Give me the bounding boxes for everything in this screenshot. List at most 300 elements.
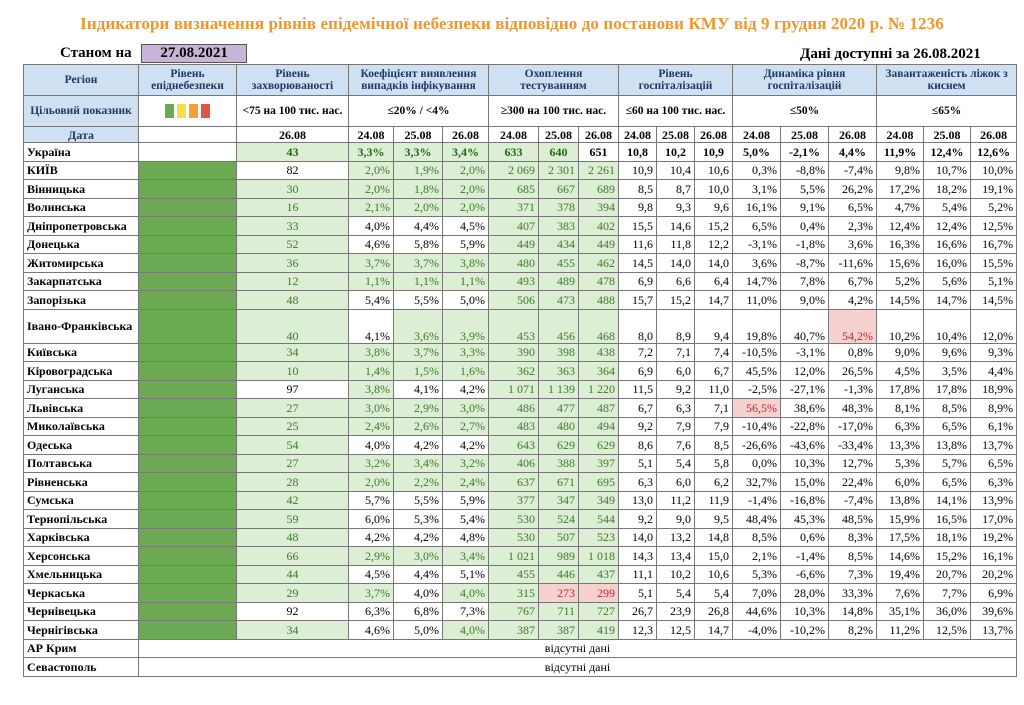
date-cell: 26.08 xyxy=(971,127,1017,143)
value-cell: 5,3% xyxy=(877,454,924,473)
value-cell: 3,9% xyxy=(443,309,489,343)
value-cell: 8,0 xyxy=(619,309,657,343)
table-row xyxy=(24,491,1017,510)
value-cell: 6,3% xyxy=(971,473,1017,492)
value-cell: 6,5% xyxy=(924,473,971,492)
value-cell: 377 xyxy=(489,491,539,510)
table-row xyxy=(24,584,1017,603)
value-cell: 449 xyxy=(579,235,619,254)
value-cell: 5,3% xyxy=(394,510,443,529)
value-cell: 4,0% xyxy=(443,621,489,640)
value-cell: 66 xyxy=(237,547,349,566)
date-cell: 24.08 xyxy=(349,127,394,143)
value-cell: 5,4 xyxy=(657,454,695,473)
value-cell: 12,5% xyxy=(971,217,1017,236)
value-cell: 5,8 xyxy=(695,454,733,473)
header-hosp-dynamics: Динаміка рівня госпіталізацій xyxy=(733,65,877,96)
value-cell: 2 301 xyxy=(539,161,579,180)
value-cell: 2,2% xyxy=(394,473,443,492)
date-cell: 25.08 xyxy=(539,127,579,143)
value-cell: -1,4% xyxy=(733,491,781,510)
value-cell: 488 xyxy=(579,291,619,310)
value-cell: 15,7 xyxy=(619,291,657,310)
value-cell: 10,2 xyxy=(657,565,695,584)
value-cell: -27,1% xyxy=(781,380,829,399)
value-cell: 8,9 xyxy=(657,309,695,343)
value-cell: 5,1 xyxy=(619,584,657,603)
table-row xyxy=(24,343,1017,362)
value-cell: 473 xyxy=(539,291,579,310)
value-cell: 13,7% xyxy=(971,436,1017,455)
value-cell: 19,1% xyxy=(971,180,1017,199)
value-cell: 7,1 xyxy=(695,399,733,418)
value-cell: 6,1% xyxy=(971,417,1017,436)
value-cell: 5,1% xyxy=(443,565,489,584)
region-name: Київська xyxy=(24,343,139,362)
region-name: Вінницька xyxy=(24,180,139,199)
value-cell: 8,5% xyxy=(829,547,877,566)
table-row xyxy=(24,602,1017,621)
value-cell: 7,3% xyxy=(443,602,489,621)
value-cell: 7,8% xyxy=(781,272,829,291)
value-cell: 10,2 xyxy=(657,143,695,162)
value-cell: 5,5% xyxy=(781,180,829,199)
value-cell: 48,5% xyxy=(829,510,877,529)
value-cell: 18,1% xyxy=(924,528,971,547)
value-cell: 14,1% xyxy=(924,491,971,510)
value-cell: 2,9% xyxy=(349,547,394,566)
region-name: Львівська xyxy=(24,399,139,418)
value-cell: 12,4% xyxy=(877,217,924,236)
value-cell: -26,6% xyxy=(733,436,781,455)
level-cell xyxy=(139,473,237,492)
table-row xyxy=(24,198,1017,217)
value-cell: 7,1 xyxy=(657,343,695,362)
value-cell: 14,0 xyxy=(619,528,657,547)
value-cell: 387 xyxy=(489,621,539,640)
value-cell: 26,2% xyxy=(829,180,877,199)
value-cell: 28,0% xyxy=(781,584,829,603)
value-cell: 34 xyxy=(237,343,349,362)
as-of-block xyxy=(60,44,247,63)
level-cell xyxy=(139,272,237,291)
as-of-label: Станом на xyxy=(60,45,132,61)
value-cell: 26,7 xyxy=(619,602,657,621)
value-cell: 10,4% xyxy=(924,309,971,343)
value-cell: 1,1% xyxy=(394,272,443,291)
value-cell: 544 xyxy=(579,510,619,529)
value-cell: 9,3% xyxy=(971,343,1017,362)
value-cell: 6,3% xyxy=(877,417,924,436)
header-incidence: Рівень захворюваності xyxy=(237,65,349,96)
value-cell: 4,4% xyxy=(394,565,443,584)
table-row xyxy=(24,528,1017,547)
value-cell: 5,7% xyxy=(349,491,394,510)
level-cell xyxy=(139,235,237,254)
value-cell: 0,3% xyxy=(733,161,781,180)
value-cell: 7,9 xyxy=(695,417,733,436)
value-cell: 1,5% xyxy=(394,362,443,381)
value-cell: 56,5% xyxy=(733,399,781,418)
value-cell: 17,8% xyxy=(924,380,971,399)
value-cell: 10,0 xyxy=(695,180,733,199)
table-row xyxy=(24,565,1017,584)
value-cell: -2,5% xyxy=(733,380,781,399)
value-cell: 27 xyxy=(237,454,349,473)
value-cell: 45,5% xyxy=(733,362,781,381)
value-cell: 3,3% xyxy=(349,143,394,162)
value-cell: 17,5% xyxy=(877,528,924,547)
value-cell: 6,4 xyxy=(695,272,733,291)
region-name: Одеська xyxy=(24,436,139,455)
value-cell: 523 xyxy=(579,528,619,547)
date-cell: 25.08 xyxy=(781,127,829,143)
value-cell: 14,5% xyxy=(877,291,924,310)
value-cell: 10,7% xyxy=(924,161,971,180)
value-cell: 455 xyxy=(489,565,539,584)
value-cell: 9,5 xyxy=(695,510,733,529)
value-cell: 12,4% xyxy=(924,143,971,162)
value-cell: 530 xyxy=(489,510,539,529)
value-cell: 397 xyxy=(579,454,619,473)
value-cell: -16,8% xyxy=(781,491,829,510)
value-cell: 7,0% xyxy=(733,584,781,603)
value-cell: 667 xyxy=(539,180,579,199)
value-cell: 10,9 xyxy=(619,161,657,180)
value-cell: -43,6% xyxy=(781,436,829,455)
level-cell xyxy=(139,291,237,310)
value-cell: 26,8 xyxy=(695,602,733,621)
value-cell: 4,5% xyxy=(349,565,394,584)
value-cell: 4,6% xyxy=(349,235,394,254)
value-cell: -10,4% xyxy=(733,417,781,436)
value-cell: 2,9% xyxy=(394,399,443,418)
value-cell: -8,7% xyxy=(781,254,829,273)
value-cell: 12,6% xyxy=(971,143,1017,162)
value-cell: 453 xyxy=(489,309,539,343)
value-cell: 371 xyxy=(489,198,539,217)
value-cell: 273 xyxy=(539,584,579,603)
value-cell: -1,3% xyxy=(829,380,877,399)
value-cell: 4,2% xyxy=(394,528,443,547)
value-cell: 13,4 xyxy=(657,547,695,566)
value-cell: 14,7% xyxy=(924,291,971,310)
value-cell: 633 xyxy=(489,143,539,162)
value-cell: 12,3 xyxy=(619,621,657,640)
value-cell: 3,3% xyxy=(443,343,489,362)
value-cell: 9,4 xyxy=(695,309,733,343)
value-cell: 9,0% xyxy=(781,291,829,310)
value-cell: 6,7 xyxy=(619,399,657,418)
value-cell: 14,6 xyxy=(657,217,695,236)
value-cell: 20,2% xyxy=(971,565,1017,584)
region-name: Рівненська xyxy=(24,473,139,492)
value-cell: 3,1% xyxy=(733,180,781,199)
value-cell: 4,4% xyxy=(829,143,877,162)
value-cell: 3,2% xyxy=(443,454,489,473)
value-cell: 1 220 xyxy=(579,380,619,399)
value-cell: 5,1 xyxy=(619,454,657,473)
value-cell: 14,5 xyxy=(619,254,657,273)
level-cell xyxy=(139,436,237,455)
target-hosp-dynamics: ≤50% xyxy=(733,96,877,127)
light-2 xyxy=(189,104,198,118)
value-cell: 5,9% xyxy=(443,491,489,510)
value-cell: 10,4 xyxy=(657,161,695,180)
region-name: Донецька xyxy=(24,235,139,254)
value-cell: 462 xyxy=(579,254,619,273)
value-cell: 16,0% xyxy=(924,254,971,273)
value-cell: 14,0 xyxy=(657,254,695,273)
value-cell: 2,4% xyxy=(349,417,394,436)
value-cell: 1,1% xyxy=(443,272,489,291)
table-row xyxy=(24,254,1017,273)
value-cell: 2 261 xyxy=(579,161,619,180)
value-cell: 28 xyxy=(237,473,349,492)
value-cell: 363 xyxy=(539,362,579,381)
value-cell: 20,7% xyxy=(924,565,971,584)
value-cell: 9,2 xyxy=(619,510,657,529)
value-cell: -3,1% xyxy=(733,235,781,254)
value-cell: 489 xyxy=(539,272,579,291)
value-cell: 16,1% xyxy=(733,198,781,217)
region-name: Чернівецька xyxy=(24,602,139,621)
value-cell: -33,4% xyxy=(829,436,877,455)
value-cell: 12,0% xyxy=(971,309,1017,343)
value-cell: 11,8 xyxy=(657,235,695,254)
header-detection: Коефіцієнт виявлення випадків інфікування xyxy=(349,65,489,96)
level-cell xyxy=(139,528,237,547)
value-cell: 2,0% xyxy=(443,180,489,199)
date-label: Дата xyxy=(24,127,139,143)
value-cell: 16,6% xyxy=(924,235,971,254)
value-cell: 11,2% xyxy=(877,621,924,640)
header-hospitalization: Рівень госпіталізацій xyxy=(619,65,733,96)
value-cell: 16,7% xyxy=(971,235,1017,254)
table-row xyxy=(24,380,1017,399)
value-cell: 13,3% xyxy=(877,436,924,455)
value-cell: 6,9 xyxy=(619,362,657,381)
value-cell: 43 xyxy=(237,143,349,162)
value-cell: 12,5% xyxy=(924,621,971,640)
value-cell: 9,0 xyxy=(657,510,695,529)
data-available-date: Дані доступні за 26.08.2021 xyxy=(800,46,981,62)
value-cell: 438 xyxy=(579,343,619,362)
value-cell: -6,6% xyxy=(781,565,829,584)
level-cell xyxy=(139,454,237,473)
date-cell: 24.08 xyxy=(619,127,657,143)
value-cell: 4,0% xyxy=(443,584,489,603)
level-cell xyxy=(139,417,237,436)
date-cell: 24.08 xyxy=(489,127,539,143)
value-cell: 4,1% xyxy=(349,309,394,343)
value-cell: 15,9% xyxy=(877,510,924,529)
indicators-table xyxy=(23,64,1017,677)
value-cell: 3,6% xyxy=(733,254,781,273)
value-cell: 695 xyxy=(579,473,619,492)
value-cell: 388 xyxy=(539,454,579,473)
value-cell: 59 xyxy=(237,510,349,529)
value-cell: 7,4 xyxy=(695,343,733,362)
value-cell: 3,5% xyxy=(924,362,971,381)
value-cell: 3,7% xyxy=(349,584,394,603)
value-cell: 25 xyxy=(237,417,349,436)
level-cell xyxy=(139,309,237,343)
table-row xyxy=(24,291,1017,310)
value-cell: 48 xyxy=(237,528,349,547)
value-cell: 2,0% xyxy=(443,198,489,217)
region-name: Луганська xyxy=(24,380,139,399)
value-cell: 8,2% xyxy=(829,621,877,640)
value-cell: 0,6% xyxy=(781,528,829,547)
region-name: КИЇВ xyxy=(24,161,139,180)
value-cell: 2,4% xyxy=(443,473,489,492)
value-cell: 6,5% xyxy=(924,417,971,436)
value-cell: 14,7 xyxy=(695,291,733,310)
target-hospitalization: ≤60 на 100 тис. нас. xyxy=(619,96,733,127)
value-cell: 8,7 xyxy=(657,180,695,199)
region-name: Хмельницька xyxy=(24,565,139,584)
header-testing: Охоплення тестуванням xyxy=(489,65,619,96)
value-cell: 637 xyxy=(489,473,539,492)
value-cell: 34 xyxy=(237,621,349,640)
value-cell: 671 xyxy=(539,473,579,492)
value-cell: 3,4% xyxy=(394,454,443,473)
value-cell: 7,6 xyxy=(657,436,695,455)
region-name: Житомирська xyxy=(24,254,139,273)
value-cell: 402 xyxy=(579,217,619,236)
value-cell: 2,0% xyxy=(349,473,394,492)
value-cell: 2,3% xyxy=(829,217,877,236)
value-cell: 16,5% xyxy=(924,510,971,529)
value-cell: 9,6 xyxy=(695,198,733,217)
value-cell: 15,6% xyxy=(877,254,924,273)
header-level: Рівень епіднебезпеки xyxy=(139,65,237,96)
value-cell: 5,2% xyxy=(971,198,1017,217)
value-cell: 4,2% xyxy=(443,380,489,399)
value-cell: 30 xyxy=(237,180,349,199)
value-cell: 13,0 xyxy=(619,491,657,510)
value-cell: 10,2% xyxy=(877,309,924,343)
value-cell: 5,0% xyxy=(394,621,443,640)
value-cell: 5,2% xyxy=(877,272,924,291)
value-cell: 390 xyxy=(489,343,539,362)
value-cell: 8,6 xyxy=(619,436,657,455)
value-cell: 364 xyxy=(579,362,619,381)
value-cell: 4,0% xyxy=(349,217,394,236)
value-cell: 9,3 xyxy=(657,198,695,217)
level-cell xyxy=(139,254,237,273)
value-cell: 507 xyxy=(539,528,579,547)
value-cell: 40 xyxy=(237,309,349,343)
date-cell: 26.08 xyxy=(829,127,877,143)
table-row xyxy=(24,272,1017,291)
value-cell: 6,9% xyxy=(971,584,1017,603)
value-cell: 449 xyxy=(489,235,539,254)
date-blank xyxy=(139,127,237,143)
value-cell: 468 xyxy=(579,309,619,343)
value-cell: 3,7% xyxy=(349,254,394,273)
value-cell: 35,1% xyxy=(877,602,924,621)
region-name: Черкаська xyxy=(24,584,139,603)
value-cell: 394 xyxy=(579,198,619,217)
table-row xyxy=(24,235,1017,254)
value-cell: 32,7% xyxy=(733,473,781,492)
value-cell: 13,7% xyxy=(971,621,1017,640)
value-cell: 17,8% xyxy=(877,380,924,399)
value-cell: 493 xyxy=(489,272,539,291)
level-cell xyxy=(139,584,237,603)
value-cell: 406 xyxy=(489,454,539,473)
value-cell: 5,4% xyxy=(349,291,394,310)
value-cell: 11,9 xyxy=(695,491,733,510)
value-cell: 10,6 xyxy=(695,565,733,584)
value-cell: 13,8% xyxy=(924,436,971,455)
value-cell: 4,0% xyxy=(394,584,443,603)
value-cell: 711 xyxy=(539,602,579,621)
value-cell: 1 071 xyxy=(489,380,539,399)
value-cell: 530 xyxy=(489,528,539,547)
table-row xyxy=(24,180,1017,199)
value-cell: 3,4% xyxy=(443,547,489,566)
value-cell: -8,8% xyxy=(781,161,829,180)
value-cell: 315 xyxy=(489,584,539,603)
value-cell: 33,3% xyxy=(829,584,877,603)
value-cell: 398 xyxy=(539,343,579,362)
value-cell: 299 xyxy=(579,584,619,603)
value-cell: 478 xyxy=(579,272,619,291)
value-cell: 2,0% xyxy=(443,161,489,180)
value-cell: 4,1% xyxy=(394,380,443,399)
value-cell: 6,7% xyxy=(829,272,877,291)
light-1 xyxy=(177,104,186,118)
traffic-lights xyxy=(139,96,237,127)
level-cell xyxy=(139,380,237,399)
value-cell: 1,6% xyxy=(443,362,489,381)
missing-data-note: відсутні дані xyxy=(139,658,1017,677)
value-cell: 17,0% xyxy=(971,510,1017,529)
table-row xyxy=(24,143,1017,162)
value-cell: 6,2 xyxy=(695,473,733,492)
value-cell: 10,6 xyxy=(695,161,733,180)
value-cell: 629 xyxy=(579,436,619,455)
value-cell: 727 xyxy=(579,602,619,621)
table-row xyxy=(24,621,1017,640)
level-cell xyxy=(139,491,237,510)
region-name: Севастополь xyxy=(24,658,139,677)
value-cell: 6,0% xyxy=(877,473,924,492)
value-cell: 8,5 xyxy=(695,436,733,455)
value-cell: 19,2% xyxy=(971,528,1017,547)
value-cell: 14,5% xyxy=(971,291,1017,310)
value-cell: 14,0 xyxy=(695,254,733,273)
table-row xyxy=(24,436,1017,455)
value-cell: 5,1% xyxy=(971,272,1017,291)
value-cell: 446 xyxy=(539,565,579,584)
value-cell: 524 xyxy=(539,510,579,529)
date-cell: 24.08 xyxy=(877,127,924,143)
light-0 xyxy=(165,104,174,118)
table-row xyxy=(24,309,1017,343)
value-cell: 7,9 xyxy=(657,417,695,436)
date-cell: 25.08 xyxy=(394,127,443,143)
table-row xyxy=(24,547,1017,566)
value-cell: -7,4% xyxy=(829,161,877,180)
value-cell: 10,3% xyxy=(781,602,829,621)
value-cell: 40,7% xyxy=(781,309,829,343)
value-cell: 54 xyxy=(237,436,349,455)
page-title: Індикатори визначення рівнів епідемічної небезпеки відповідно до постанови КМУ від 9 грудня 2020 р. № 1236 xyxy=(80,14,944,33)
